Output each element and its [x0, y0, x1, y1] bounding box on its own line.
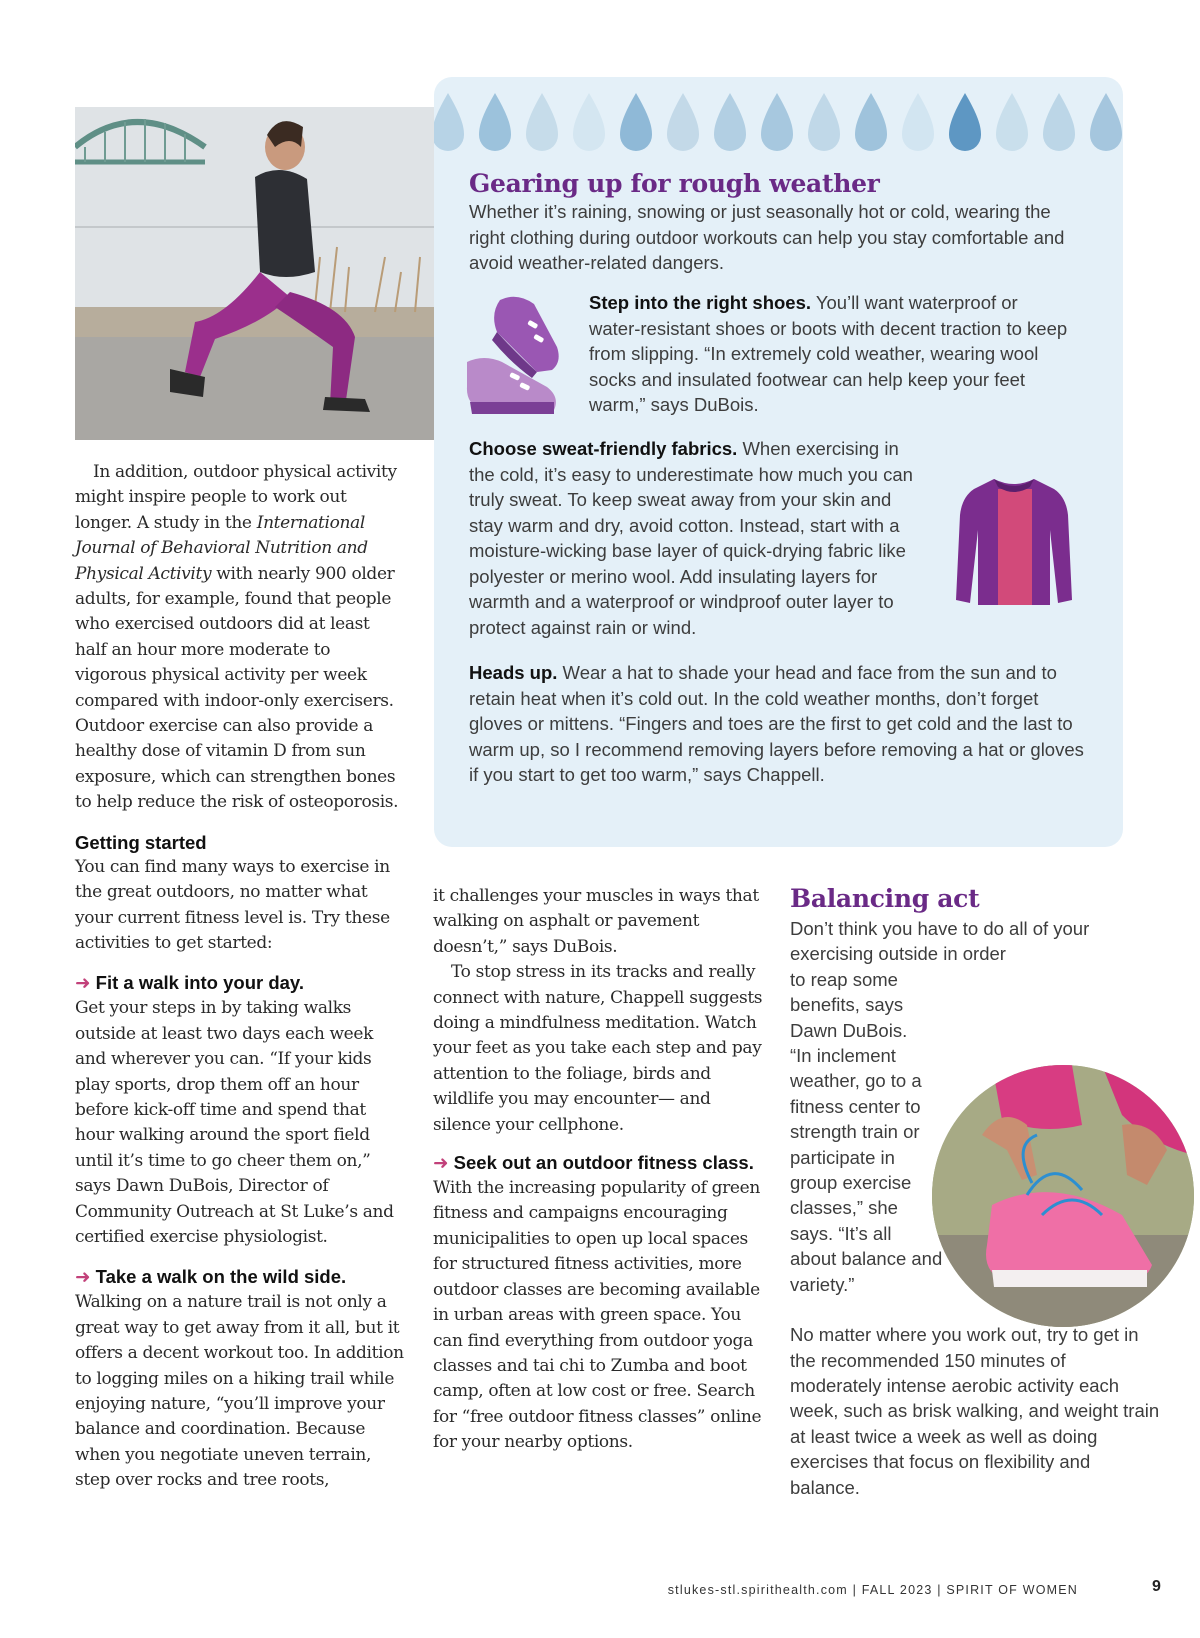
walk-heading: [75, 970, 405, 996]
shirt-icon: [954, 475, 1074, 610]
left-column: [75, 460, 405, 1494]
footer-publication: SPIRIT OF WOMEN: [946, 1583, 1078, 1597]
muscles-paragraph: it challenges your muscles in ways that walking on asphalt or pavement doesn’t,” says DuBois.: [433, 886, 759, 957]
getting-started-text: You can find many ways to exercise in the great outdoors, no matter what your current fitness level is. Try these activities to get started:: [75, 856, 390, 953]
arrow-right-icon: ➜: [75, 1267, 91, 1289]
arrow-right-icon: ➜: [75, 973, 91, 995]
wild-heading-text: Take a walk on the wild side.: [95, 1266, 347, 1288]
page-footer: [668, 1583, 1078, 1597]
balancing-paragraph-1: Don’t think you have to do all of your exercising outside in order to reap some benefits, says Dawn DuBois. “In inclement weather, go to a fitness center to strength train or participate in group exercise classes,” she says. “It’s all about balance and variety.”: [790, 918, 1090, 1295]
raindrops-decoration: [434, 93, 1123, 153]
journal-name: International Journal of Behavioral Nutrition and Physical Activity: [75, 512, 368, 584]
right-column: [790, 882, 1160, 1500]
middle-column: [433, 884, 763, 1456]
footer-separator: |: [847, 1583, 862, 1597]
page-number: 9: [1152, 1578, 1161, 1595]
heads-lead: Heads up.: [469, 662, 558, 683]
shoes-icon: [462, 292, 572, 422]
footer-site: stlukes-stl.spirithealth.com: [667, 1583, 848, 1597]
fabrics-paragraph: [469, 436, 924, 640]
balancing-act-title: Balancing act: [790, 884, 980, 913]
heads-text: Wear a hat to shade your head and face from the sun and to retain heat when it’s cold out. In the cold weather months, don’t forget gloves or mittens. “Fingers and toes are the first to get cold and the last to warm up, so I recommend removing layers before removing a hat or gloves if you start to get too warm,” says Chappell.: [469, 662, 1084, 785]
footer-separator: |: [932, 1583, 947, 1597]
balancing-paragraph-2: No matter where you work out, try to get in the recommended 150 minutes of moderately intense aerobic activity each week, such as brisk walking, and weight train at least twice a week as well as doing exercises that focus on flexibility and balance.: [790, 1324, 1160, 1498]
lunge-photo: [75, 107, 434, 440]
wild-heading: [75, 1264, 405, 1290]
class-heading: [433, 1150, 763, 1176]
arrow-right-icon: ➜: [433, 1153, 449, 1175]
fabrics-text: When exercising in the cold, it’s easy to underestimate how much you can truly sweat. To keep sweat away from your skin and stay warm and dry, avoid cotton. Instead, start with a moisture-wicking base layer of quick-drying fabric like polyester or merino wool. Add insulating layers for warmth and a waterproof or windproof outer layer to protect against rain or wind.: [469, 438, 913, 638]
walk-heading-text: Fit a walk into your day.: [95, 972, 304, 994]
getting-started-heading: Getting started: [75, 831, 207, 853]
lunge-photo-art: [75, 107, 434, 440]
shoes-lead: Step into the right shoes.: [589, 292, 812, 313]
footer-issue: FALL 2023: [861, 1583, 933, 1597]
class-text: With the increasing popularity of green fitness and campaigns encouraging municipalities to open up local spaces for structured fitness activities, more outdoor classes are becoming available in urban areas with green space. You can find everything from outdoor yoga classes and tai chi to Zumba and boot camp, often at low cost or free. Search for “free outdoor fitness classes” online for your nearby options.: [433, 1178, 762, 1453]
weather-gear-sidebar: [434, 77, 1123, 847]
outdoor-study-paragraph: [75, 460, 405, 816]
wild-text: Walking on a nature trail is not only a great way to get away from it all, but it offers a decent workout too. In addition to logging miles on a hiking trail while enjoying nature, “you’ll improve your balance and coordination. Because when you negotiate uneven terrain, step over rocks and tree roots,: [75, 1292, 404, 1491]
shoes-paragraph: [589, 290, 1069, 418]
study-text-b: with nearly 900 older adults, for example, found that people who exercised outdoors did at least half an hour more moderate to vigorous physical activity per week compared with indoor-only exercisers. Outdoor exercise can also provide a healthy dose of vitamin D from sun exposure, which can strengthen bones to help reduce the risk of osteoporosis.: [75, 563, 399, 813]
photo-wrap-spacer: [930, 1066, 1160, 1328]
walk-text: Get your steps in by taking walks outside at least two days each week and wherever you can. “If your kids play sports, drop them off an hour before kick-off time and spend that hour walking around the sport field until it’s time to go cheer them on,” says Dawn DuBois, Director of Community Outreach at St Luke’s and certified exercise physiologist.: [75, 998, 394, 1247]
shoes-text: You’ll want waterproof or water-resistant shoes or boots with decent traction to keep from slipping. “In extremely cold weather, wearing wool socks and insulated footwear can help keep your feet warm,” says DuBois.: [589, 292, 1068, 415]
sidebar-title: Gearing up for rough weather: [469, 169, 880, 198]
study-text-a: In addition, outdoor physical activity might inspire people to work out longer. A study in the: [75, 462, 397, 533]
stress-paragraph: To stop stress in its tracks and really connect with nature, Chappell suggests doing a mindfulness meditation. Watch your feet as you take each step and pay attention to the foliage, birds and wildlife you may encounter— and silence your cellphone.: [433, 962, 763, 1135]
heads-paragraph: [469, 660, 1094, 788]
class-heading-text: Seek out an outdoor fitness class.: [453, 1152, 754, 1174]
sidebar-intro: Whether it’s raining, snowing or just seasonally hot or cold, wearing the right clothing during outdoor workouts can help you stay comfortable and avoid weather-related dangers.: [469, 201, 1065, 273]
fabrics-lead: Choose sweat-friendly fabrics.: [469, 438, 738, 459]
